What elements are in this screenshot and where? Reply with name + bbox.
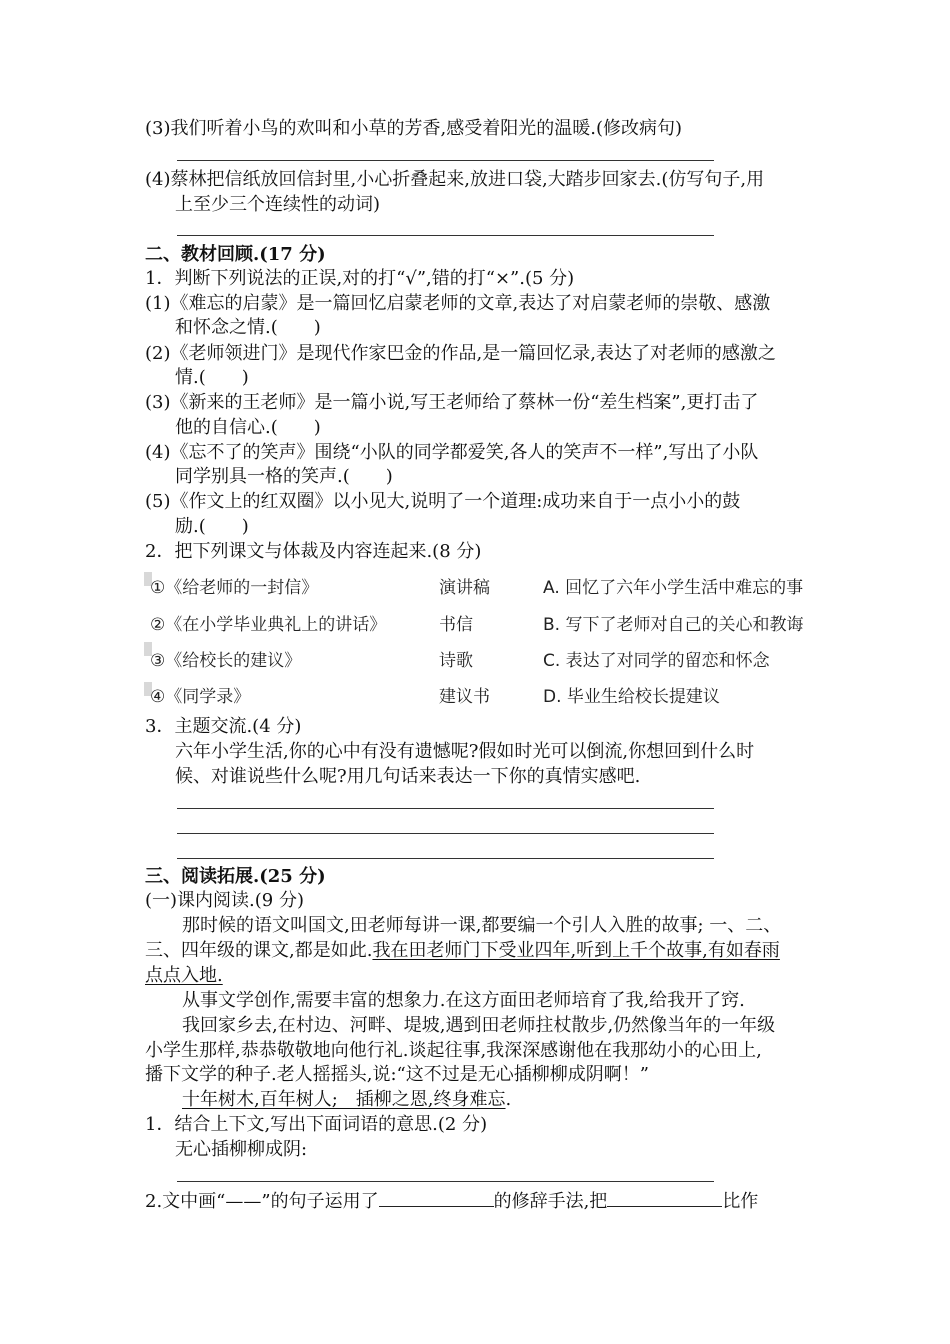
- sec2-q3-prompt: 六年小学生活,你的心中有没有遗憾呢?假如时光可以倒流,你想回到什么时: [175, 741, 755, 762]
- judge-item-cont: 情.( ): [175, 367, 249, 388]
- passage-line: 小学生那样,恭恭敬敬地向他行礼.谈起往事,我深深感谢他在我那幼小的心田上,: [145, 1040, 762, 1061]
- match-content[interactable]: B. 写下了老师对自己的关心和教诲: [543, 615, 804, 635]
- section-2-title: 二、教材回顾.(17 分): [145, 244, 326, 265]
- sec3-sub-title: (一)课内阅读.(9 分): [145, 890, 304, 911]
- q3-revise-sentence: (3)我们听着小鸟的欢叫和小草的芳香,感受着阳光的温暖.(修改病句): [145, 118, 682, 139]
- fill-blank[interactable]: [607, 1188, 722, 1207]
- match-content[interactable]: A. 回忆了六年小学生活中难忘的事: [543, 578, 804, 598]
- answer-line[interactable]: [177, 858, 714, 859]
- sec2-q1: 1．判断下列说法的正误,对的打“√”,错的打“×”.(5 分): [145, 268, 575, 289]
- match-text[interactable]: ③《给校长的建议》: [150, 651, 302, 671]
- match-genre[interactable]: 书信: [439, 615, 473, 635]
- sec3-q1-term: 无心插柳柳成阴:: [175, 1139, 308, 1160]
- judge-item: (4)《忘不了的笑声》围绕“小队的同学都爱笑,各人的笑声不一样”,写出了小队: [145, 442, 759, 463]
- match-content[interactable]: C. 表达了对同学的留恋和怀念: [543, 651, 770, 671]
- sec3-q1: 1．结合上下文,写出下面词语的意思.(2 分): [145, 1114, 488, 1135]
- q4-imitate-sentence: (4)蔡林把信纸放回信封里,小心折叠起来,放进口袋,大踏步回家去.(仿写句子,用: [145, 169, 765, 190]
- sec2-q3-prompt-cont: 候、对谁说些什么呢?用几句话来表达一下你的真情实感吧.: [175, 766, 641, 787]
- judge-item-cont: 同学别具一格的笑声.( ): [175, 466, 393, 487]
- match-text[interactable]: ②《在小学毕业典礼上的讲话》: [150, 615, 387, 635]
- judge-item-cont: 和怀念之情.( ): [175, 317, 321, 338]
- passage-line: 我回家乡去,在村边、河畔、堤坡,遇到田老师拄杖散步,仍然像当年的一年级: [182, 1015, 776, 1036]
- passage-line: [145, 964, 223, 988]
- answer-line[interactable]: [177, 160, 714, 161]
- underlined-sentence: 十年树木,百年树人; 插柳之恩,终身难忘: [182, 1089, 506, 1110]
- judge-item-cont: 励.( ): [175, 516, 249, 537]
- answer-line[interactable]: [177, 833, 714, 834]
- match-text[interactable]: ④《同学录》: [150, 687, 251, 707]
- answer-line[interactable]: [177, 808, 714, 809]
- judge-item-cont: 他的自信心.( ): [175, 417, 321, 438]
- passage-line: 从事文学创作,需要丰富的想象力.在这方面田老师培育了我,给我开了窍.: [182, 990, 745, 1011]
- answer-line[interactable]: [177, 1181, 714, 1182]
- judge-item: (1)《难忘的启蒙》是一篇回忆启蒙老师的文章,表达了对启蒙老师的崇敬、感激: [145, 293, 771, 314]
- match-genre[interactable]: 演讲稿: [439, 578, 490, 598]
- match-text[interactable]: ①《给老师的一封信》: [150, 578, 319, 598]
- match-genre[interactable]: 建议书: [439, 687, 490, 707]
- underlined-sentence: 我在田老师门下受业四年,听到上千个故事,有如春雨: [372, 940, 780, 961]
- passage-line: 那时候的语文叫国文,田老师每讲一课,都要编一个引人入胜的故事; 一、二、: [182, 915, 782, 936]
- sec2-q2: 2．把下列课文与体裁及内容连起来.(8 分): [145, 541, 482, 562]
- sec3-q2: 2.文中画“——”的句子运用了 的修辞手法,把 比作: [145, 1188, 758, 1214]
- sec2-q3: 3．主题交流.(4 分): [145, 716, 302, 737]
- section-3-title: 三、阅读拓展.(25 分): [145, 866, 326, 887]
- match-genre[interactable]: 诗歌: [439, 651, 473, 671]
- judge-item: (3)《新来的王老师》是一篇小说,写王老师给了蔡林一份“差生档案”,更打击了: [145, 392, 759, 413]
- judge-item: (2)《老师领进门》是现代作家巴金的作品,是一篇回忆录,表达了对老师的感激之: [145, 343, 776, 364]
- judge-item: (5)《作文上的红双圈》以小见大,说明了一个道理:成功来自于一点小小的鼓: [145, 491, 741, 512]
- passage-line: 三、四年级的课文,都是如此.我在田老师门下受业四年,听到上千个故事,有如春雨: [145, 940, 780, 961]
- match-content[interactable]: D. 毕业生给校长提建议: [543, 687, 720, 707]
- underlined-sentence-cont: 点点入地.: [145, 965, 223, 986]
- answer-line[interactable]: [177, 235, 714, 236]
- passage-line: 播下文学的种子.老人摇摇头,说:“这不过是无心插柳柳成阴啊！”: [145, 1064, 649, 1085]
- passage-line: 十年树木,百年树人; 插柳之恩,终身难忘.: [182, 1089, 512, 1110]
- q4-imitate-sentence-cont: 上至少三个连续性的动词): [175, 194, 381, 215]
- fill-blank[interactable]: [379, 1188, 494, 1207]
